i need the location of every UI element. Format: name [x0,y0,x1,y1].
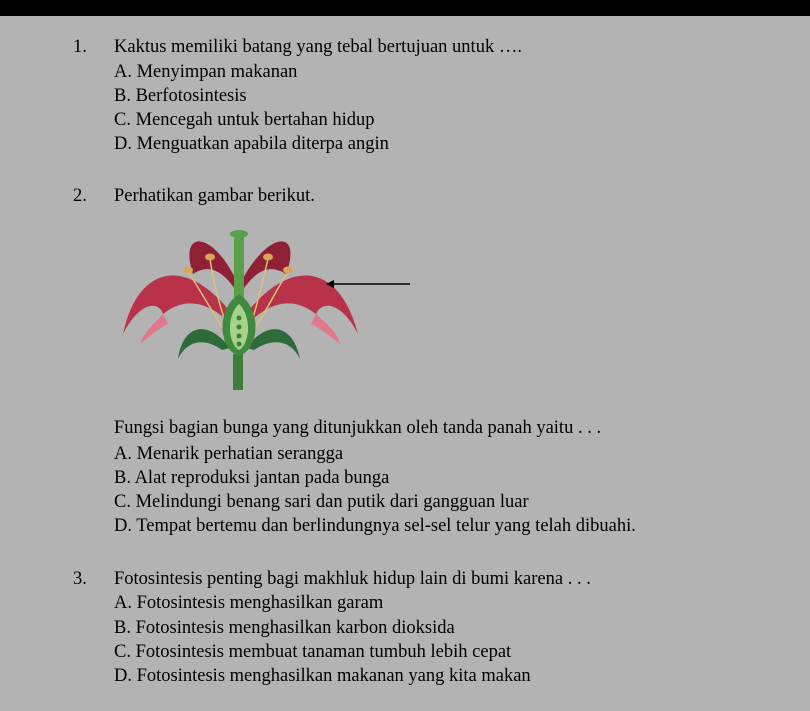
question-2-subtext: Fungsi bagian bunga yang ditunjukkan oleh tanda panah yaitu . . . [114,418,602,438]
petal-left-highlight [140,314,168,344]
question-2-option-a: A. Menarik perhatian serangga [114,444,344,464]
petal-left [123,275,236,334]
anther-2 [183,267,193,274]
question-2-text: Perhatikan gambar berikut. [114,186,315,206]
question-3-option-a: A. Fotosintesis menghasilkan garam [114,593,384,613]
question-3-option-b: B. Fotosintesis menghasilkan karbon dioksida [114,618,455,638]
question-3-text: Fotosintesis penting bagi makhluk hidup lain di bumi karena . . . [114,569,591,589]
flower-cross-section-illustration [118,224,410,390]
question-3-number: 3. [73,569,87,589]
question-2-number: 2. [73,186,87,206]
anther-3 [263,254,273,261]
anther-1 [205,254,215,261]
question-2-option-d: D. Tempat bertemu dan berlindungnya sel-sel telur yang telah dibuahi. [114,516,636,536]
left-sepal [178,329,230,359]
question-1-option-b: B. Berfotosintesis [114,86,247,106]
anther-4 [283,267,293,274]
question-1-text: Kaktus memiliki batang yang tebal bertujuan untuk …. [114,37,522,57]
question-3-option-c: C. Fotosintesis membuat tanaman tumbuh lebih cepat [114,642,512,662]
petal-right-highlight [311,314,340,344]
question-3-option-d: D. Fotosintesis menghasilkan makanan yang kita makan [114,666,531,686]
pistil-stigma [230,230,248,238]
question-1-option-a: A. Menyimpan makanan [114,62,298,82]
question-1-number: 1. [73,37,87,57]
question-2-option-c: C. Melindungi benang sari dan putik dari gangguan luar [114,492,529,512]
flower-stem [233,354,243,390]
question-2-option-b: B. Alat reproduksi jantan pada bunga [114,468,390,488]
question-1-option-d: D. Menguatkan apabila diterpa angin [114,134,389,154]
top-black-bar [0,0,810,16]
question-1-option-c: C. Mencegah untuk bertahan hidup [114,110,375,130]
